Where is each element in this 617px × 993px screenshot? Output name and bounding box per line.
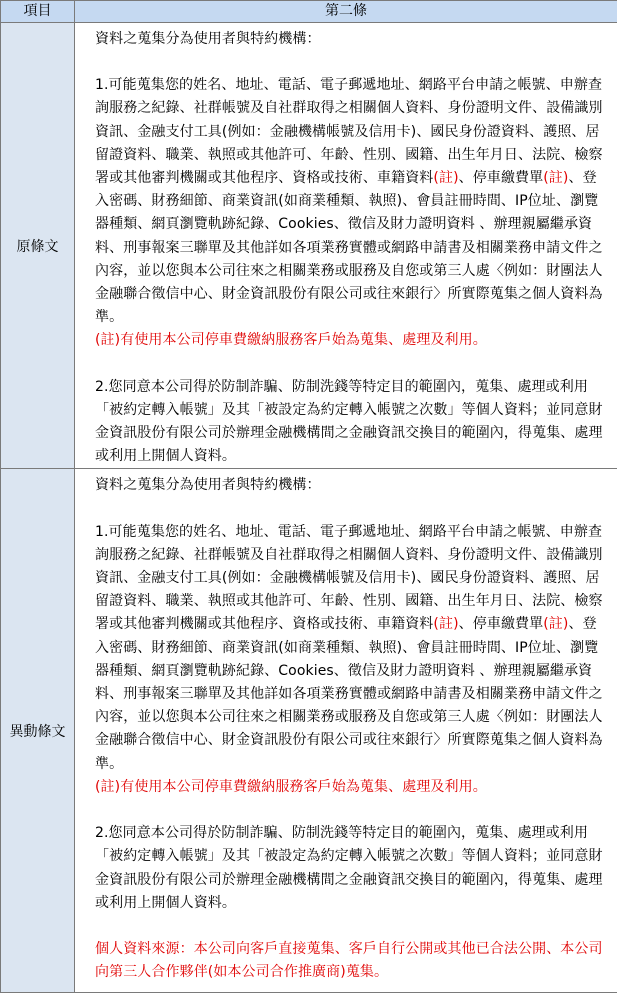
- table-row-original: [1, 23, 617, 469]
- note-text: (註)有使用本公司停車費繳納服務客戶始為蒐集、處理及利用。: [95, 776, 604, 799]
- table-row-amended: [1, 469, 617, 993]
- table-header-row: [1, 1, 617, 23]
- item-2-text: 2.您同意本公司得於防制詐騙、防制洗錢等特定目的範圍內，蒐集、處理或利用「被約定轉入帳號」及其「被設定為約定轉入帳號之次數」等個人資料；並同意財金資訊股份有限公司於辦理金融機構間之金融資訊交換目的範圍內，得蒐集、處理或利用上開個人資料。: [95, 822, 604, 915]
- header-clause: 第二條: [75, 1, 617, 23]
- note-text: (註)有使用本公司停車費繳納服務客戶始為蒐集、處理及利用。: [95, 329, 604, 352]
- note-mark: (註): [433, 170, 458, 186]
- intro-text: 資料之蒐集分為使用者與特約機構：: [95, 28, 604, 51]
- item-1-part-a: 1.可能蒐集您的姓名、地址、電話、電子郵遞地址、網路平台申請之帳號、申辦查詢服務之紀錄、社群帳號及自社群取得之相關個人資料、身份證明文件、設備識別資訊、金融支付工具(例如：金融機構帳號及信用卡)、國民身份證資料、護照、居留證資料、職業、執照或其他許可、年齡、性別、國籍、出生年月日、法院、檢察署或其他審判機關或其他程序、資格或技術、車籍資料: [95, 524, 603, 633]
- note-mark: (註): [433, 616, 458, 632]
- item-1-part-c: 、登入密碼、財務細節、商業資訊(如商業種類、執照)、會員註冊時間、IP位址、瀏覽器種類、網頁瀏覽軌跡紀錄、Cookies、徵信及財力證明資料 、辦理親屬繼承資料、刑事報案三聯單及其他詳如各項業務實體或網路申請書及相關業務申請文件之內容，並以您與本公司往來之相關業務或服務及自您或第三人處〈例如：財團法人金融聯合徵信中心、財金資訊股份有限公司或往來銀行〉所實際蒐集之個人資料為準。: [95, 170, 603, 325]
- original-clause-text: [75, 23, 617, 469]
- header-item: 項目: [1, 1, 75, 23]
- item-2-text: 2.您同意本公司得於防制詐騙、防制洗錢等特定目的範圍內，蒐集、處理或利用「被約定轉入帳號」及其「被設定為約定轉入帳號之次數」等個人資料；並同意財金資訊股份有限公司於辦理金融機構間之金融資訊交換目的範圍內，得蒐集、處理或利用上開個人資料。: [95, 376, 604, 469]
- note-mark: (註): [543, 170, 568, 186]
- item-1-part-b: 、停車繳費單: [459, 616, 544, 632]
- note-mark: (註): [543, 616, 568, 632]
- item-1-text: [95, 521, 604, 776]
- item-1-text: [95, 74, 604, 329]
- item-1-part-b: 、停車繳費單: [459, 170, 544, 186]
- row-label-amended: 異動條文: [1, 469, 75, 993]
- amended-clause-text: [75, 469, 617, 993]
- intro-text: 資料之蒐集分為使用者與特約機構：: [95, 474, 604, 497]
- data-source-text: 個人資料來源：本公司向客戶直接蒐集、客戶自行公開或其他已合法公開、本公司向第三人合作夥伴(如本公司合作推廣商)蒐集。: [95, 938, 604, 984]
- item-1-part-a: 1.可能蒐集您的姓名、地址、電話、電子郵遞地址、網路平台申請之帳號、申辦查詢服務之紀錄、社群帳號及自社群取得之相關個人資料、身份證明文件、設備識別資訊、金融支付工具(例如：金融機構帳號及信用卡)、國民身份證資料、護照、居留證資料、職業、執照或其他許可、年齡、性別、國籍、出生年月日、法院、檢察署或其他審判機關或其他程序、資格或技術、車籍資料: [95, 77, 603, 186]
- row-label-original: 原條文: [1, 23, 75, 469]
- item-1-part-c: 、登入密碼、財務細節、商業資訊(如商業種類、執照)、會員註冊時間、IP位址、瀏覽器種類、網頁瀏覽軌跡紀錄、Cookies、徵信及財力證明資料 、辦理親屬繼承資料、刑事報案三聯單及其他詳如各項業務實體或網路申請書及相關業務申請文件之內容，並以您與本公司往來之相關業務或服務及自您或第三人處〈例如：財團法人金融聯合徵信中心、財金資訊股份有限公司或往來銀行〉所實際蒐集之個人資料為準。: [95, 616, 603, 771]
